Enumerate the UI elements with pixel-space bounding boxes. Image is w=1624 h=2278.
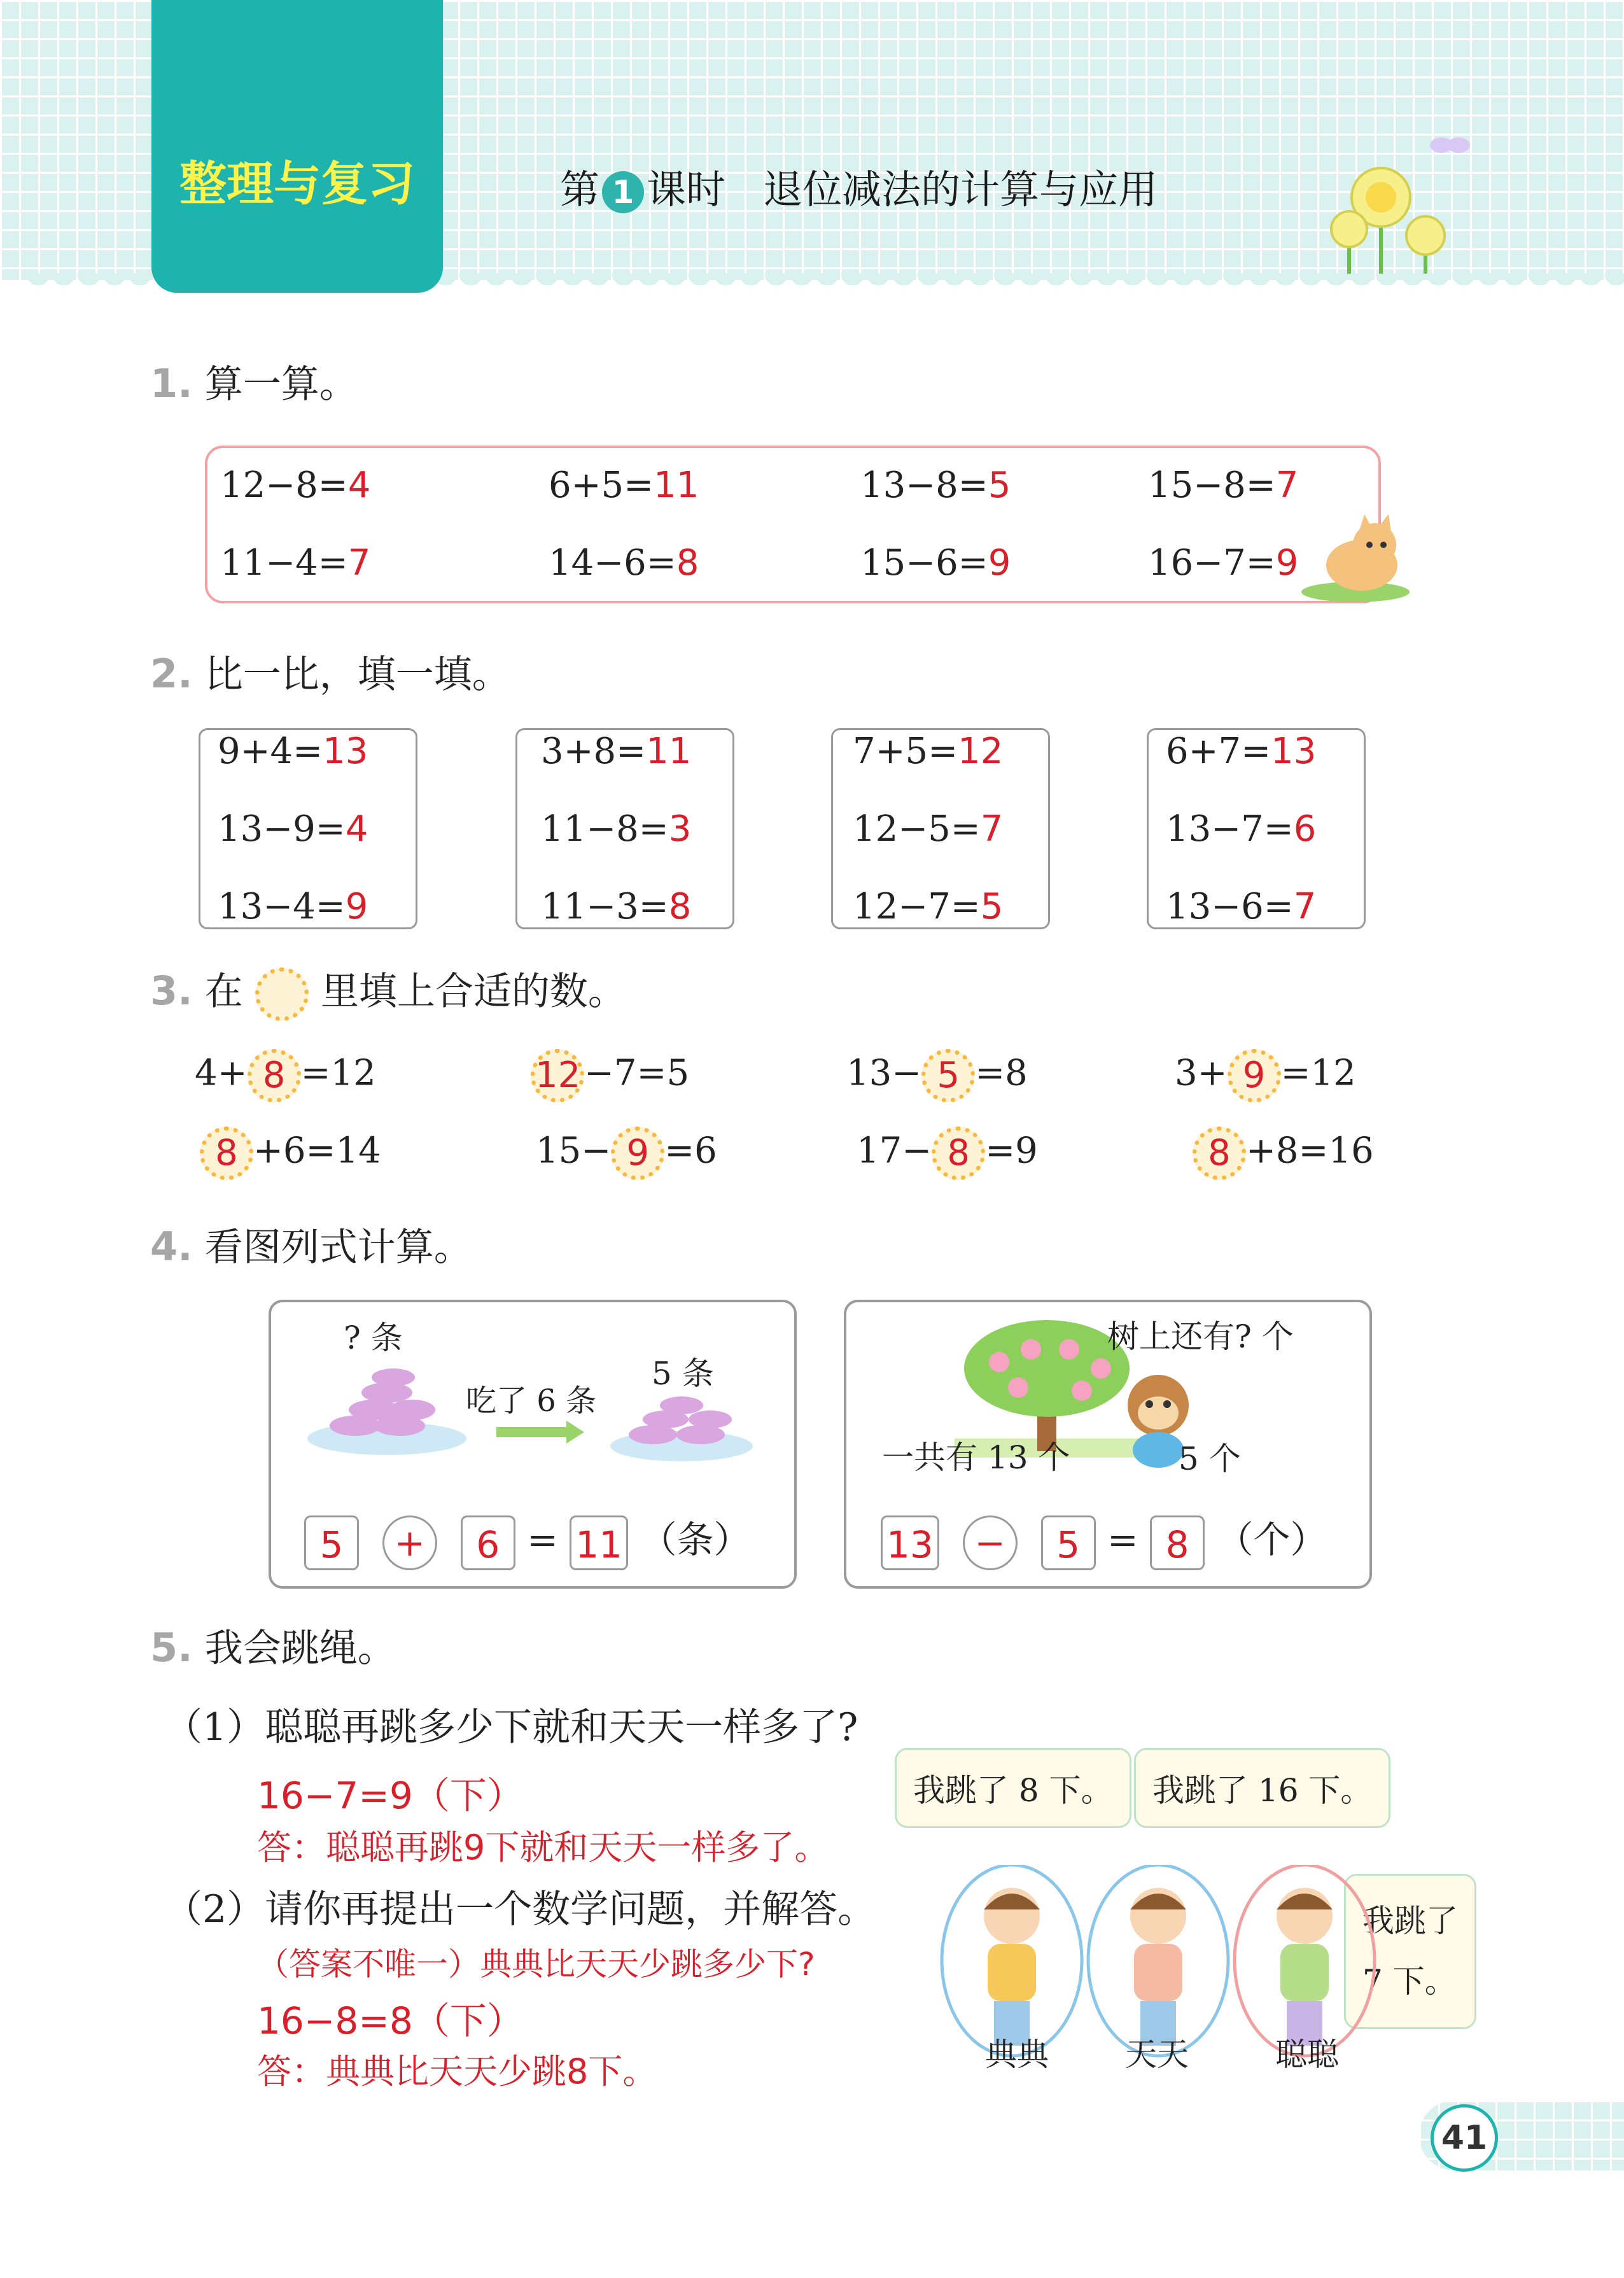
q2-item: 12−5=7 bbox=[853, 808, 1004, 850]
unit-label: （条） bbox=[640, 1518, 751, 1561]
q2-number: 2. bbox=[150, 650, 193, 697]
q1-item: 14−6=8 bbox=[549, 542, 699, 584]
answer-box: 8 bbox=[1150, 1515, 1205, 1570]
answer: 11 bbox=[646, 731, 692, 772]
answer: 9 bbox=[345, 886, 368, 927]
q4-label-five: 5 个 bbox=[1179, 1440, 1241, 1477]
flower-decoration-icon bbox=[1311, 127, 1489, 280]
answer: 12 bbox=[958, 731, 1004, 772]
answer-box: 5 bbox=[304, 1515, 359, 1570]
q1-item: 15−6=9 bbox=[860, 542, 1011, 584]
answer: 9 bbox=[988, 542, 1011, 584]
q4-right-equation bbox=[881, 1510, 1327, 1570]
q2-item: 13−4=9 bbox=[218, 886, 368, 927]
q2-item: 13−6=7 bbox=[1166, 886, 1317, 927]
q5-title: 我会跳绳。 bbox=[204, 1626, 396, 1671]
q1-heading bbox=[150, 354, 358, 409]
q2-item: 7+5=12 bbox=[853, 731, 1004, 772]
butterfly-icon bbox=[1430, 137, 1470, 153]
q5-sub2-equation: 16−8=8（下） bbox=[257, 1999, 524, 2042]
answer: 4 bbox=[345, 808, 368, 850]
q1-item: 12−8=4 bbox=[220, 465, 371, 506]
flower-answer: 8 bbox=[932, 1127, 985, 1180]
q2-item: 13−9=4 bbox=[218, 808, 368, 850]
q1-item: 6+5=11 bbox=[549, 465, 699, 506]
q3-item: 13− 5 =8 bbox=[846, 1049, 1028, 1102]
lesson-name: 退位减法的计算与应用 bbox=[763, 166, 1158, 213]
q3-item: 15− 9 =6 bbox=[536, 1127, 717, 1180]
q2-item: 11−8=3 bbox=[541, 808, 692, 850]
lesson-title bbox=[560, 158, 1158, 214]
flower-answer: 8 bbox=[200, 1127, 253, 1180]
answer: 5 bbox=[980, 886, 1004, 927]
flower-blank-icon bbox=[255, 967, 309, 1021]
cat-icon bbox=[1298, 503, 1413, 605]
answer-box: 11 bbox=[570, 1515, 628, 1570]
page-number: 41 bbox=[1431, 2104, 1498, 2172]
q3-item: 4+ 8 =12 bbox=[195, 1049, 376, 1102]
q3-item: 17− 8 =9 bbox=[857, 1127, 1038, 1180]
kid-name: 聪聪 bbox=[1275, 2036, 1339, 2073]
q1-item: 15−8=7 bbox=[1148, 465, 1299, 506]
q1-title: 算一算。 bbox=[204, 362, 358, 407]
flower-answer: 8 bbox=[248, 1049, 301, 1102]
q3-title-a: 在 bbox=[204, 969, 243, 1014]
q3-item: 3+ 9 =12 bbox=[1175, 1049, 1356, 1102]
q2-item: 6+7=13 bbox=[1166, 731, 1317, 772]
fish-plate-icon bbox=[304, 1356, 470, 1458]
fish-plate-small-icon bbox=[608, 1388, 755, 1464]
answer-box: 5 bbox=[1041, 1515, 1096, 1570]
q2-item: 9+4=13 bbox=[218, 731, 368, 772]
q1-item: 16−7=9 bbox=[1148, 542, 1299, 584]
lesson-prefix: 第 bbox=[560, 166, 600, 213]
q2-item: 3+8=11 bbox=[541, 731, 692, 772]
answer: 11 bbox=[654, 465, 699, 506]
q4-left-equation bbox=[304, 1510, 751, 1570]
answer: 5 bbox=[988, 465, 1011, 506]
lesson-suffix: 课时 bbox=[647, 166, 726, 213]
q4-label-total: 一共有 13 个 bbox=[882, 1439, 1070, 1476]
q5-sub2-question: （答案不唯一）典典比天天少跳多少下? bbox=[257, 1946, 815, 1983]
answer: 7 bbox=[1275, 465, 1299, 506]
answer: 13 bbox=[323, 731, 368, 772]
answer: 7 bbox=[980, 808, 1004, 850]
operator-circle: − bbox=[963, 1515, 1018, 1570]
q5-sub2-answer: 答：典典比天天少跳8下。 bbox=[257, 2051, 657, 2092]
q5-sub1: （1）聪聪再跳多少下就和天天一样多了? bbox=[164, 1705, 858, 1750]
q4-heading bbox=[150, 1217, 472, 1272]
flower-answer: 9 bbox=[1228, 1049, 1281, 1102]
lesson-number-badge: 1 bbox=[602, 171, 644, 213]
arrow-right-icon bbox=[496, 1419, 585, 1445]
equals-sign: = bbox=[527, 1518, 558, 1561]
answer: 13 bbox=[1271, 731, 1317, 772]
q2-item: 11−3=8 bbox=[541, 886, 692, 927]
answer: 8 bbox=[676, 542, 699, 584]
answer-box: 6 bbox=[461, 1515, 515, 1570]
answer: 9 bbox=[1275, 542, 1299, 584]
answer: 8 bbox=[668, 886, 692, 927]
operator-circle: + bbox=[382, 1515, 437, 1570]
q3-title-b: 里填上合适的数。 bbox=[320, 969, 626, 1014]
q4-label-question: ? 条 bbox=[344, 1319, 403, 1356]
answer: 4 bbox=[347, 465, 371, 506]
q5-sub1-equation: 16−7=9（下） bbox=[257, 1774, 524, 1817]
kid-name: 天天 bbox=[1125, 2036, 1189, 2073]
unit-label: （个） bbox=[1216, 1518, 1327, 1561]
answer: 7 bbox=[347, 542, 371, 584]
q2-item: 13−7=6 bbox=[1166, 808, 1317, 850]
q5-number: 5. bbox=[150, 1624, 193, 1671]
q4-number: 4. bbox=[150, 1223, 193, 1270]
q1-number: 1. bbox=[150, 360, 193, 407]
q4-label-tree: 树上还有? 个 bbox=[1107, 1318, 1294, 1355]
q4-label-ate: 吃了 6 条 bbox=[466, 1383, 597, 1419]
kid-name: 典典 bbox=[985, 2036, 1049, 2073]
speech-bubble: 我跳了 8 下。 bbox=[895, 1748, 1131, 1828]
flower-answer: 9 bbox=[611, 1127, 664, 1180]
section-title: 整理与复习 bbox=[179, 157, 415, 211]
q3-heading bbox=[150, 961, 626, 1021]
q3-item: 12 −7=5 bbox=[531, 1049, 689, 1102]
flower-answer: 5 bbox=[921, 1049, 975, 1102]
speech-bubble: 我跳了 16 下。 bbox=[1134, 1748, 1390, 1828]
q5-sub1-answer: 答：聪聪再跳9下就和天天一样多了。 bbox=[257, 1827, 829, 1867]
answer: 6 bbox=[1293, 808, 1317, 850]
flower-answer: 8 bbox=[1193, 1127, 1246, 1180]
speech-bubble: 我跳了 7 下。 bbox=[1344, 1874, 1476, 2029]
answer: 7 bbox=[1293, 886, 1317, 927]
q3-item: 8 +6=14 bbox=[200, 1127, 381, 1180]
q5-sub2: （2）请你再提出一个数学问题，并解答。 bbox=[164, 1887, 876, 1932]
q3-item: 8 +8=16 bbox=[1193, 1127, 1374, 1180]
answer: 3 bbox=[668, 808, 692, 850]
flower-answer: 12 bbox=[531, 1049, 584, 1102]
q3-number: 3. bbox=[150, 967, 193, 1014]
equals-sign: = bbox=[1107, 1518, 1138, 1561]
q2-title: 比一比，填一填。 bbox=[204, 652, 510, 697]
q4-title: 看图列式计算。 bbox=[204, 1225, 472, 1270]
q4-label-remain: 5 条 bbox=[652, 1355, 714, 1392]
q2-item: 12−7=5 bbox=[853, 886, 1004, 927]
q2-heading bbox=[150, 644, 510, 699]
q1-item: 13−8=5 bbox=[860, 465, 1011, 506]
q5-heading bbox=[150, 1618, 396, 1673]
q1-item: 11−4=7 bbox=[220, 542, 371, 584]
answer-box: 13 bbox=[881, 1515, 939, 1570]
